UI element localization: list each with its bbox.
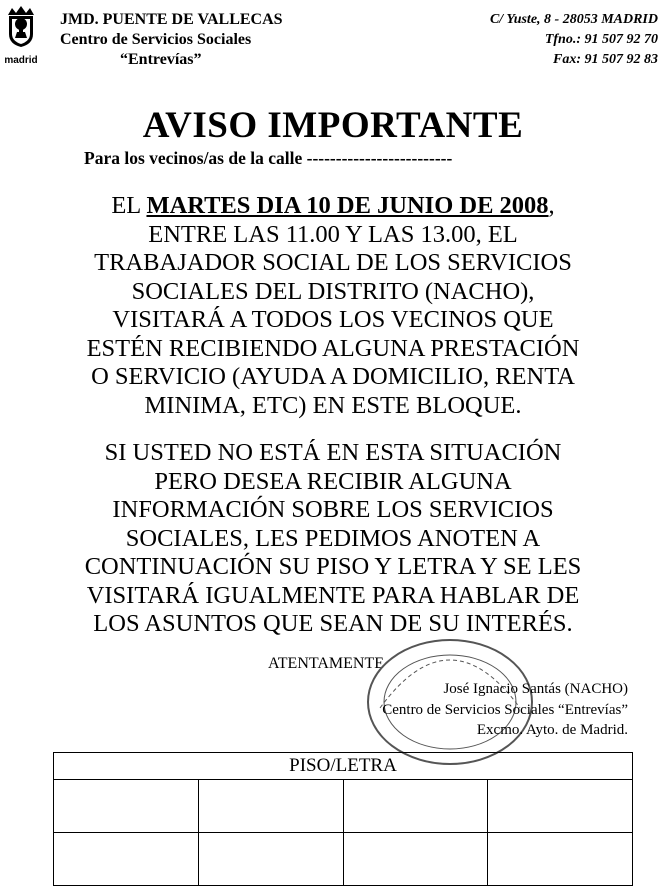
date-prefix: EL [111,192,147,219]
phone: Tfno.: 91 507 92 70 [544,32,658,47]
district-name: JMD. PUENTE DE VALLECAS [60,11,283,28]
paragraph-info [0,439,666,639]
paragraph-line: MINIMA, ETC) EN ESTE BLOQUE. [144,391,522,419]
madrid-logo [0,6,42,68]
paragraph-line: VISITARÁ IGUALMENTE PARA HABLAR DE [86,581,580,609]
table-cell[interactable] [488,833,633,886]
table-cell[interactable] [198,780,343,833]
table-cell[interactable] [198,833,343,886]
table-cell[interactable] [343,780,488,833]
paragraph-line: SI USTED NO ESTÁ EN ESTA SITUACIÓN [104,439,562,466]
paragraph-line: SOCIALES DEL DISTRITO (NACHO), [131,277,535,305]
table-cell[interactable] [54,780,199,833]
paragraph-line: TRABAJADOR SOCIAL DE LOS SERVICIOS [94,249,572,276]
table-cell[interactable] [54,833,199,886]
paragraph-line: LOS ASUNTOS QUE SEAN DE SU INTERÉS. [93,610,573,637]
visit-date: MARTES DIA 10 DE JUNIO DE 2008 [146,192,549,219]
address: C/ Yuste, 8 - 28053 MADRID [489,12,658,27]
paragraph-line: CONTINUACIÓN SU PISO Y LETRA Y SE LES [84,553,582,580]
logo-text: madrid [4,55,38,66]
date-suffix: , [548,192,555,219]
notice-title: AVISO IMPORTANTE [142,105,524,146]
table-header: PISO/LETRA [54,753,633,780]
paragraph-line: VISITARÁ A TODOS LOS VECINOS QUE [112,306,554,333]
signer-org: Excmo. Ayto. de Madrid. [476,722,628,738]
paragraph-line: ENTRE LAS 11.00 Y LAS 13.00, EL [148,220,518,248]
table-header-row [54,753,633,780]
paragraph-line [0,192,666,221]
paragraph-line: SOCIALES, LES PEDIMOS ANOTEN A [125,524,541,552]
center-name: Centro de Servicios Sociales [60,31,252,48]
paragraph-line: PERO DESEA RECIBIR ALGUNA [154,467,512,495]
paragraph-visit [0,192,666,420]
header-left [60,10,283,70]
signature-block [382,679,628,741]
madrid-coat-of-arms-icon [6,6,36,48]
table-row [54,833,633,886]
paragraph-line: ESTÉN RECIBIENDO ALGUNA PRESTACIÓN [86,334,580,362]
piso-letra-table [53,752,633,886]
table-row [54,780,633,833]
closing-text: ATENTAMENTE [268,655,385,672]
center-subname: “Entrevías” [120,51,202,68]
table-cell[interactable] [343,833,488,886]
table-cell[interactable] [488,780,633,833]
header-right [418,10,658,70]
fax: Fax: 91 507 92 83 [553,52,658,67]
paragraph-line: O SERVICIO (AYUDA A DOMICILIO, RENTA [91,363,575,390]
paragraph-line: INFORMACIÓN SOBRE LOS SERVICIOS [112,496,554,523]
notice-subtitle: Para los vecinos/as de la calle ------------------------- [84,148,453,168]
signer-name: José Ignacio Santás (NACHO) [443,681,628,697]
signer-center: Centro de Servicios Sociales “Entrevías” [382,701,628,718]
